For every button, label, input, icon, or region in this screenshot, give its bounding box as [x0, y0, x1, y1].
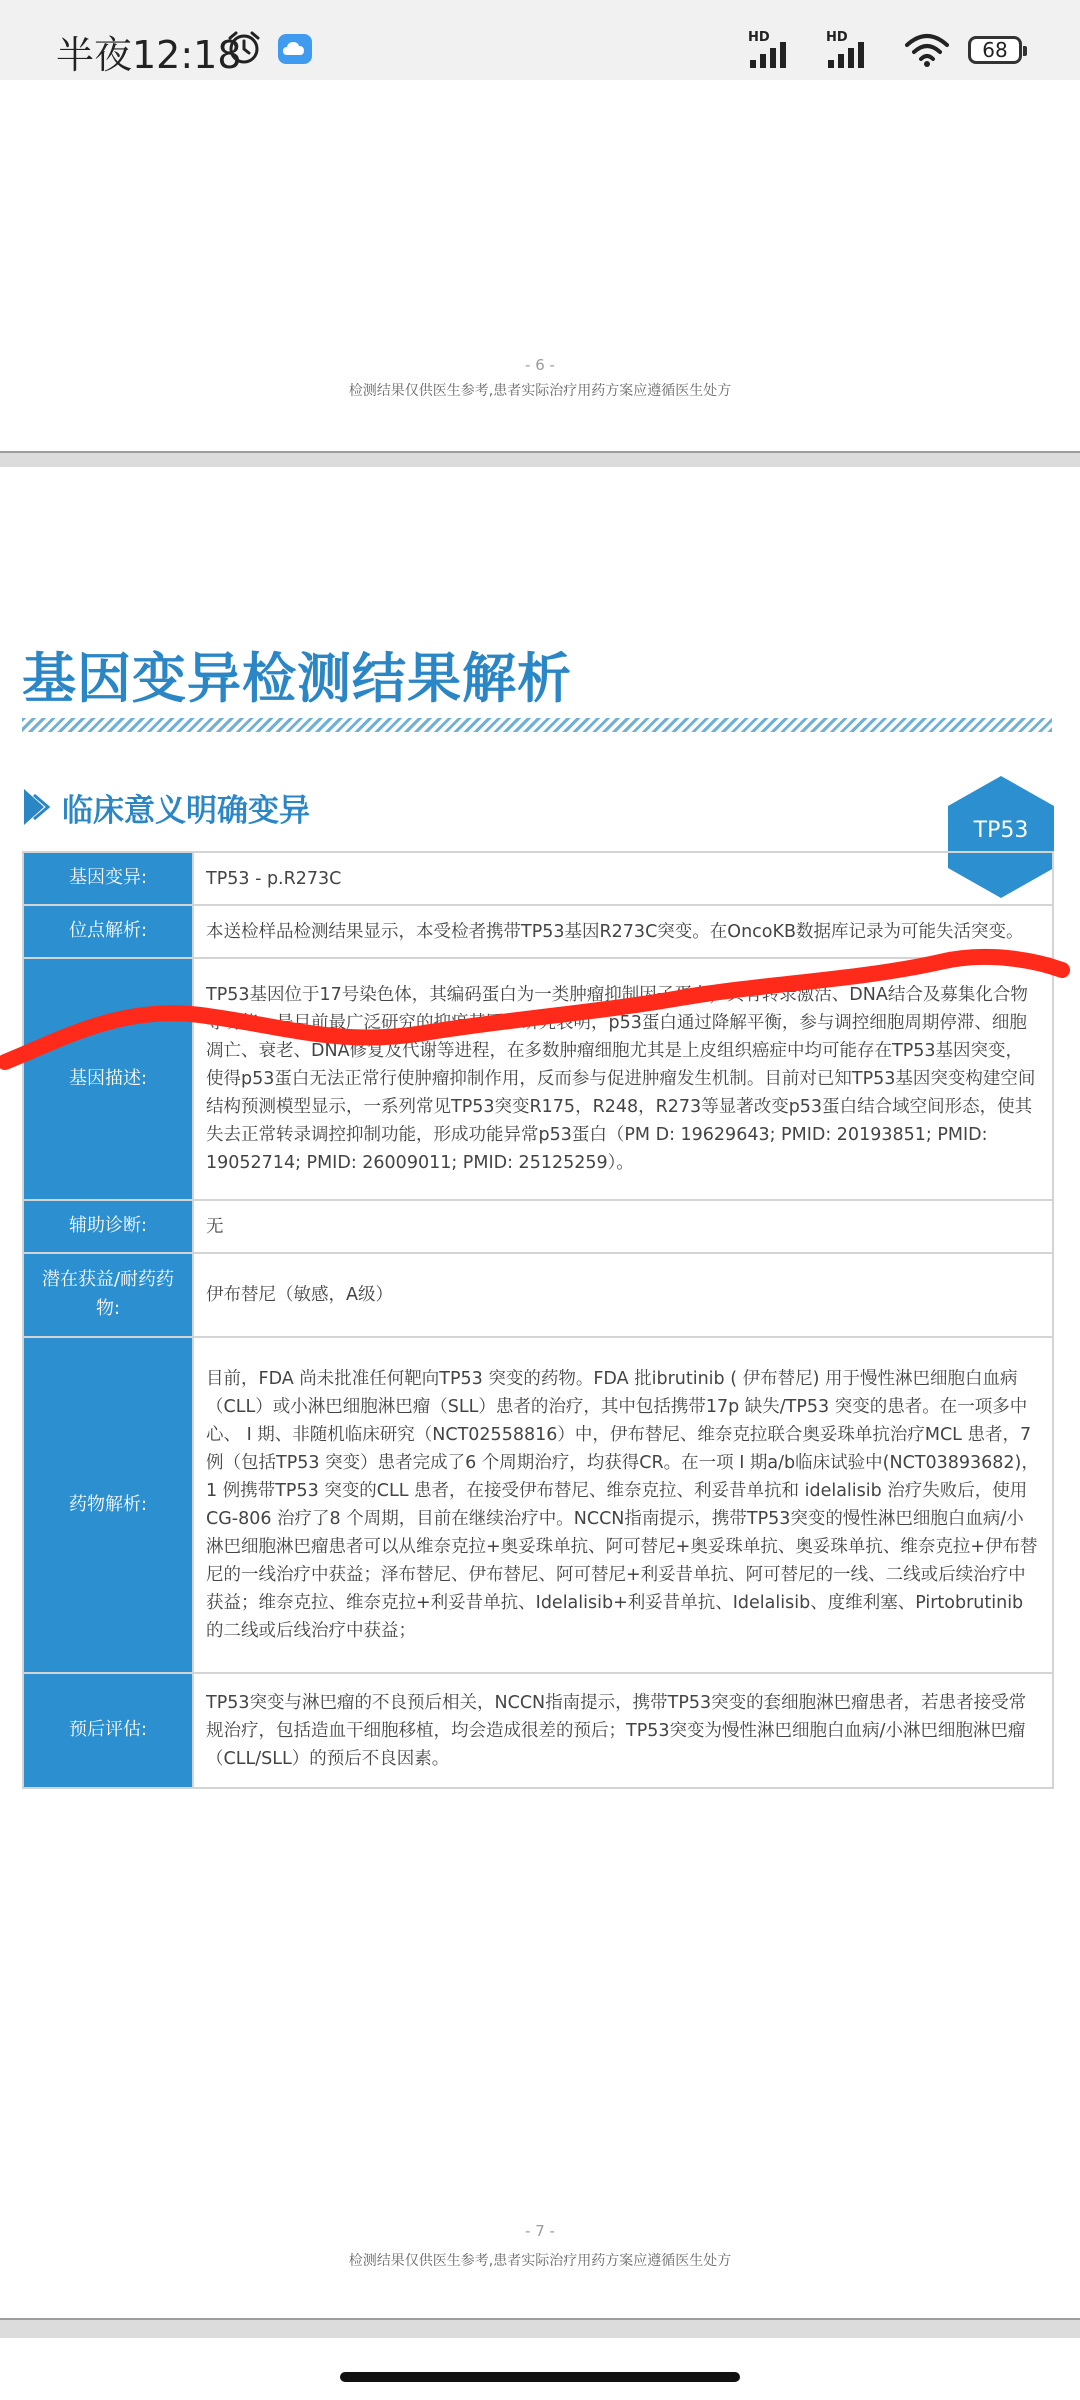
- row-value: TP53 - p.R273C: [193, 852, 1053, 905]
- signal-icon: [748, 30, 808, 70]
- table-row: [23, 1337, 1053, 1673]
- table-row: [23, 958, 1053, 1200]
- section-title: 临床意义明确变异: [62, 792, 310, 829]
- section-header: [22, 784, 310, 830]
- network-type-2: HD: [826, 30, 848, 45]
- page-divider: [0, 451, 1080, 467]
- row-label: 辅助诊断:: [23, 1200, 193, 1253]
- row-value: 无: [193, 1200, 1053, 1253]
- status-bar: [0, 0, 1080, 80]
- row-label: 潜在获益/耐药药物:: [23, 1253, 193, 1337]
- page-footer-note: 检测结果仅供医生参考,患者实际治疗用药方案应遵循医生处方: [348, 2253, 732, 2269]
- title-underline: [22, 718, 1052, 732]
- network-type-1: HD: [748, 30, 770, 45]
- wifi-icon: [904, 33, 950, 67]
- row-label: 基因描述:: [23, 958, 193, 1200]
- page-footer-note: 检测结果仅供医生参考,患者实际治疗用药方案应遵循医生处方: [348, 383, 732, 399]
- row-value: 伊布替尼（敏感，A级）: [193, 1253, 1053, 1337]
- row-label: 基因变异:: [23, 852, 193, 905]
- signal-icon: [826, 30, 886, 70]
- page-number: - 7 -: [525, 2222, 555, 2240]
- gene-badge: TP53: [973, 818, 1029, 843]
- page-number: - 6 -: [525, 356, 555, 374]
- row-value: 目前，FDA 尚未批准任何靶向TP53 突变的药物。FDA 批ibrutinib ( 伊布替尼) 用于慢性淋巴细胞白血病（CLL）或小淋巴细胞淋巴瘤（SLL）患者的治疗，其中包括携带17p 缺失/TP53 突变的患者。在一项多中心、 I 期、非随机临床研究（NCT02558816）中，伊布替尼、维奈克拉联合奥妥珠单抗治疗MCL 患者，7 例（包括TP53 突变）患者完成了6 个周期治疗，均获得CR。在一项 I 期a/b临床试验中(NCT03893682)，1 例携带TP53 突变的CLL 患者，在接受伊布替尼、维奈克拉、利妥昔单抗和 idelalisib 治疗失败后，使用CG-806 治疗了8 个周期，目前在继续治疗中。NCCN指南提示，携带TP53突变的慢性淋巴细胞白血病/小淋巴细胞淋巴瘤患者可以从维奈克拉+奥妥珠单抗、阿可替尼+奥妥珠单抗、奥妥珠单抗、维奈克拉+伊布替尼的一线治疗中获益；泽布替尼、伊布替尼、阿可替尼+利妥昔单抗、阿可替尼的一线、二线或后续治疗中获益；维奈克拉、维奈克拉+利妥昔单抗、Idelalisib+利妥昔单抗、Idelalisib、度维利塞、Pirtobrutinib 的二线或后线治疗中获益；: [193, 1337, 1053, 1673]
- row-label: 位点解析:: [23, 905, 193, 958]
- row-value: TP53突变与淋巴瘤的不良预后相关，NCCN指南提示，携带TP53突变的套细胞淋巴瘤患者，若患者接受常规治疗，包括造血干细胞移植，均会造成很差的预后；TP53突变为慢性淋巴细胞白血病/小淋巴细胞淋巴瘤（CLL/SLL）的预后不良因素。: [193, 1673, 1053, 1788]
- row-value: TP53基因位于17号染色体，其编码蛋白为一类肿瘤抑制因子蛋白，具有转录激活、DNA结合及募集化合物等功能，是目前最广泛研究的抑癌基因。研究表明，p53蛋白通过降解平衡，参与调控细胞周期停滞、细胞凋亡、衰老、DNA修复及代谢等进程，在多数肿瘤细胞尤其是上皮组织癌症中均可能存在TP53基因突变，使得p53蛋白无法正常行使肿瘤抑制作用，反而参与促进肿瘤发生机制。目前对已知TP53基因突变构建空间结构预测模型显示，一系列常见TP53突变R175，R248，R273等显著改变p53蛋白结合域空间形态，使其失去正常转录调控抑制功能，形成功能异常p53蛋白（PM D: 19629643; PMID: 20193851; PMID: 19052714; PMID: 26009011; PMID: 25125259）。: [193, 958, 1053, 1200]
- section-arrow-icon: [22, 787, 52, 827]
- row-label: 药物解析:: [23, 1337, 193, 1673]
- row-value: 本送检样品检测结果显示，本受检者携带TP53基因R273C突变。在OncoKB数据库记录为可能失活突变。: [193, 905, 1053, 958]
- table-row: [23, 1253, 1053, 1337]
- page-title: 基因变异检测结果解析: [22, 647, 572, 710]
- alarm-clock-icon: [226, 30, 262, 66]
- table-row: [23, 852, 1053, 905]
- table-row: [23, 1673, 1053, 1788]
- row-label: 预后评估:: [23, 1673, 193, 1788]
- page-divider: [0, 2318, 1080, 2338]
- status-indicators: [748, 30, 1022, 70]
- battery-icon: 68: [968, 36, 1022, 64]
- cloud-app-icon: [278, 34, 312, 64]
- table-row: [23, 1200, 1053, 1253]
- table-row: [23, 905, 1053, 958]
- home-indicator[interactable]: [340, 2372, 740, 2382]
- result-table: [22, 851, 1054, 1789]
- status-time: 半夜12:18: [56, 33, 242, 77]
